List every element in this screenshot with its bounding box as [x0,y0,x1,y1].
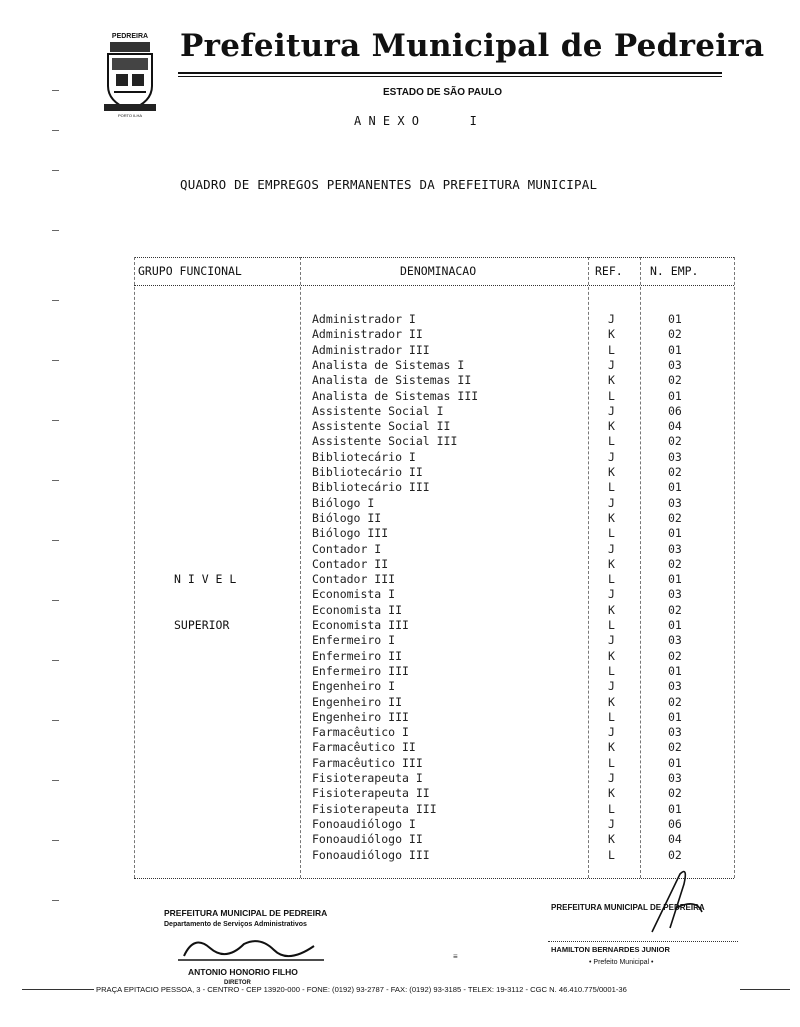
table-row [0,679,800,694]
right-name: HAMILTON BERNARDES JUNIOR [551,945,670,954]
emp-count-cell: 01 [668,801,682,816]
right-role: • Prefeito Municipal • [589,959,654,966]
table-header-rule [134,285,734,286]
ref-cell: J [608,403,615,418]
denomination-cell: Fonoaudiólogo III [312,847,430,862]
emp-count-cell: 03 [668,679,682,694]
ref-cell: L [608,709,615,724]
denomination-cell: Contador III [312,572,396,587]
ref-cell: J [608,633,615,648]
emp-count-cell: 04 [668,832,682,847]
denomination-cell: Fisioterapeuta II [312,786,430,801]
emp-count-cell: 01 [668,526,682,541]
right-signature-line [548,941,738,942]
emp-count-cell: 03 [668,587,682,602]
ref-cell: K [608,327,615,342]
footer-address: PRAÇA EPITACIO PESSOA, 3 - CENTRO - CEP 13920-000 - FONE: (0192) 93-2787 - FAX: (0192) 93-3185 - TELEX: 19-3112 - CGC N. 46.410.775/0001-36 [96,985,627,994]
table-row [0,771,800,786]
denomination-cell: Administrador II [312,327,423,342]
ref-cell: K [608,648,615,663]
ref-cell: K [608,419,615,434]
ref-cell: L [608,572,615,587]
ref-cell: J [608,816,615,831]
table-row [0,802,800,817]
emp-count-cell: 01 [668,342,682,357]
group-label-line1: N I V E L [174,572,237,586]
denomination-cell: Biólogo II [312,510,382,525]
table-row [0,373,800,388]
emp-count-cell: 02 [668,786,682,801]
denomination-cell: Fisioterapeuta I [312,771,423,785]
ref-cell: K [608,510,615,525]
ref-cell: L [608,526,615,541]
denomination-cell: Administrador I [312,312,416,326]
ref-cell: J [608,312,615,326]
title-rule-thin [178,76,722,77]
table-row [0,664,800,679]
table-row [0,404,800,419]
denomination-cell: Bibliotecário II [312,465,423,479]
denomination-cell: Enfermeiro I [312,633,396,648]
denomination-cell: Analista de Sistemas I [312,357,465,372]
header-denomination: DENOMINACAO [400,264,477,278]
emp-count-cell: 01 [668,572,682,587]
denomination-cell: Engenheiro I [312,679,396,694]
emp-count-cell: 02 [668,373,682,388]
table-row [0,756,800,771]
table-row [0,511,800,526]
emp-count-cell: 02 [668,434,682,449]
state-label: ESTADO DE SÃO PAULO [383,87,503,98]
table-top-rule [134,257,734,258]
denomination-cell: Administrador III [312,342,430,357]
table-row [0,633,800,648]
ref-cell: J [608,725,615,740]
table-row [0,572,800,587]
table-row [0,343,800,358]
annex-label: A N E X O I [354,114,477,128]
denomination-cell: Biólogo I [312,495,375,510]
denomination-cell: Analista de Sistemas II [312,373,472,388]
emp-count-cell: 01 [668,709,682,724]
denomination-cell: Enfermeiro II [312,648,403,663]
denomination-cell: Economista III [312,618,409,632]
ref-cell: L [608,801,615,816]
ref-cell: K [608,373,615,388]
emp-count-cell: 03 [668,633,682,648]
ref-cell: K [608,556,615,571]
denomination-cell: Assistente Social II [312,419,451,434]
crest-label: PEDREIRA [111,33,149,40]
ref-cell: L [608,618,615,632]
left-signature-block [164,908,334,989]
ref-cell: K [608,465,615,479]
denomination-cell: Engenheiro III [312,709,409,724]
denomination-cell: Fonoaudiólogo I [312,816,416,831]
table-row [0,358,800,373]
ref-cell: L [608,847,615,862]
emp-count-cell: 01 [668,388,682,403]
ref-cell: J [608,771,615,785]
emp-count-cell: 06 [668,403,682,418]
table-row [0,480,800,495]
ref-cell: J [608,679,615,694]
left-role: DIRETOR [224,980,251,986]
ref-cell: L [608,663,615,678]
table-row [0,542,800,557]
left-org: PREFEITURA MUNICIPAL DE PEDREIRA [164,908,328,918]
denomination-cell: Farmacêutico III [312,755,423,770]
emp-count-cell: 02 [668,740,682,755]
denomination-cell: Economista I [312,587,396,602]
table-row [0,832,800,847]
denomination-cell: Farmacêutico I [312,725,409,740]
center-mark: ≡ [453,952,458,961]
emp-count-cell: 02 [668,602,682,617]
ref-cell: K [608,832,615,847]
ref-cell: L [608,480,615,495]
emp-count-cell: 03 [668,357,682,372]
emp-count-cell: 04 [668,419,682,434]
title-rule [178,72,722,74]
ref-cell: J [608,495,615,510]
denomination-cell: Fonoaudiólogo II [312,832,423,847]
emp-count-cell: 03 [668,449,682,464]
table-row [0,389,800,404]
table-row [0,618,800,633]
emp-count-cell: 02 [668,510,682,525]
left-signature-scribble [164,930,334,964]
page-title: Prefeitura Municipal de Pedreira [180,28,765,64]
table-row [0,740,800,755]
table-row [0,450,800,465]
table-row [0,848,800,863]
right-org: PREFEITURA MUNICIPAL DE PEDREIRA [551,903,705,912]
emp-count-cell: 03 [668,725,682,740]
table-row [0,557,800,572]
emp-count-cell: 01 [668,618,682,632]
emp-count-cell: 02 [668,694,682,709]
emp-count-cell: 02 [668,847,682,862]
ref-cell: L [608,388,615,403]
denomination-cell: Assistente Social I [312,403,444,418]
ref-cell: L [608,755,615,770]
crest-banner: PORTO ILHA [117,113,143,118]
header-ref: REF. [595,264,623,278]
denomination-cell: Fisioterapeuta III [312,801,437,816]
left-name: ANTONIO HONORIO FILHO [188,967,298,977]
emp-count-cell: 03 [668,771,682,785]
header-group: GRUPO FUNCIONAL [138,264,242,278]
table-row [0,710,800,725]
ref-cell: J [608,541,615,556]
ref-cell: K [608,694,615,709]
emp-count-cell: 02 [668,648,682,663]
ref-cell: L [608,434,615,449]
table-row [0,312,800,327]
denomination-cell: Analista de Sistemas III [312,388,479,403]
denomination-cell: Economista II [312,602,403,617]
denomination-cell: Enfermeiro III [312,663,409,678]
ref-cell: J [608,587,615,602]
table-row [0,587,800,602]
table-row [0,786,800,801]
footer-rule-left [22,989,94,990]
emp-count-cell: 06 [668,816,682,831]
table-row [0,465,800,480]
emp-count-cell: 02 [668,465,682,479]
emp-count-cell: 02 [668,556,682,571]
emp-count-cell: 03 [668,541,682,556]
ref-cell: J [608,357,615,372]
right-signature-scribble [640,868,720,938]
footer-rule-right [740,989,790,990]
table-row [0,327,800,342]
ref-cell: L [608,342,615,357]
denomination-cell: Engenheiro II [312,694,403,709]
denomination-cell: Biólogo III [312,526,389,541]
ref-cell: K [608,786,615,801]
emp-count-cell: 01 [668,312,682,326]
table-row [0,817,800,832]
table-row [0,419,800,434]
denomination-cell: Bibliotecário I [312,449,416,464]
table-row [0,434,800,449]
emp-count-cell: 01 [668,755,682,770]
table-row [0,526,800,541]
ref-cell: K [608,740,615,755]
header-emp: N. EMP. [650,264,699,278]
table-row [0,649,800,664]
table-row [0,725,800,740]
table-row [0,695,800,710]
denomination-cell: Farmacêutico II [312,740,416,755]
left-dept: Departamento de Serviços Administrativos [164,921,307,928]
emp-count-cell: 03 [668,495,682,510]
emp-count-cell: 02 [668,327,682,342]
denomination-cell: Contador I [312,541,382,556]
table-row [0,603,800,618]
ref-cell: J [608,449,615,464]
denomination-cell: Assistente Social III [312,434,458,449]
table-row [0,496,800,511]
emp-count-cell: 01 [668,480,682,495]
municipal-crest-logo [100,30,160,118]
document-heading: QUADRO DE EMPREGOS PERMANENTES DA PREFEITURA MUNICIPAL [180,177,598,192]
group-label-line2: SUPERIOR [174,618,230,632]
denomination-cell: Contador II [312,556,389,571]
ref-cell: K [608,602,615,617]
emp-count-cell: 01 [668,663,682,678]
denomination-cell: Bibliotecário III [312,480,430,495]
